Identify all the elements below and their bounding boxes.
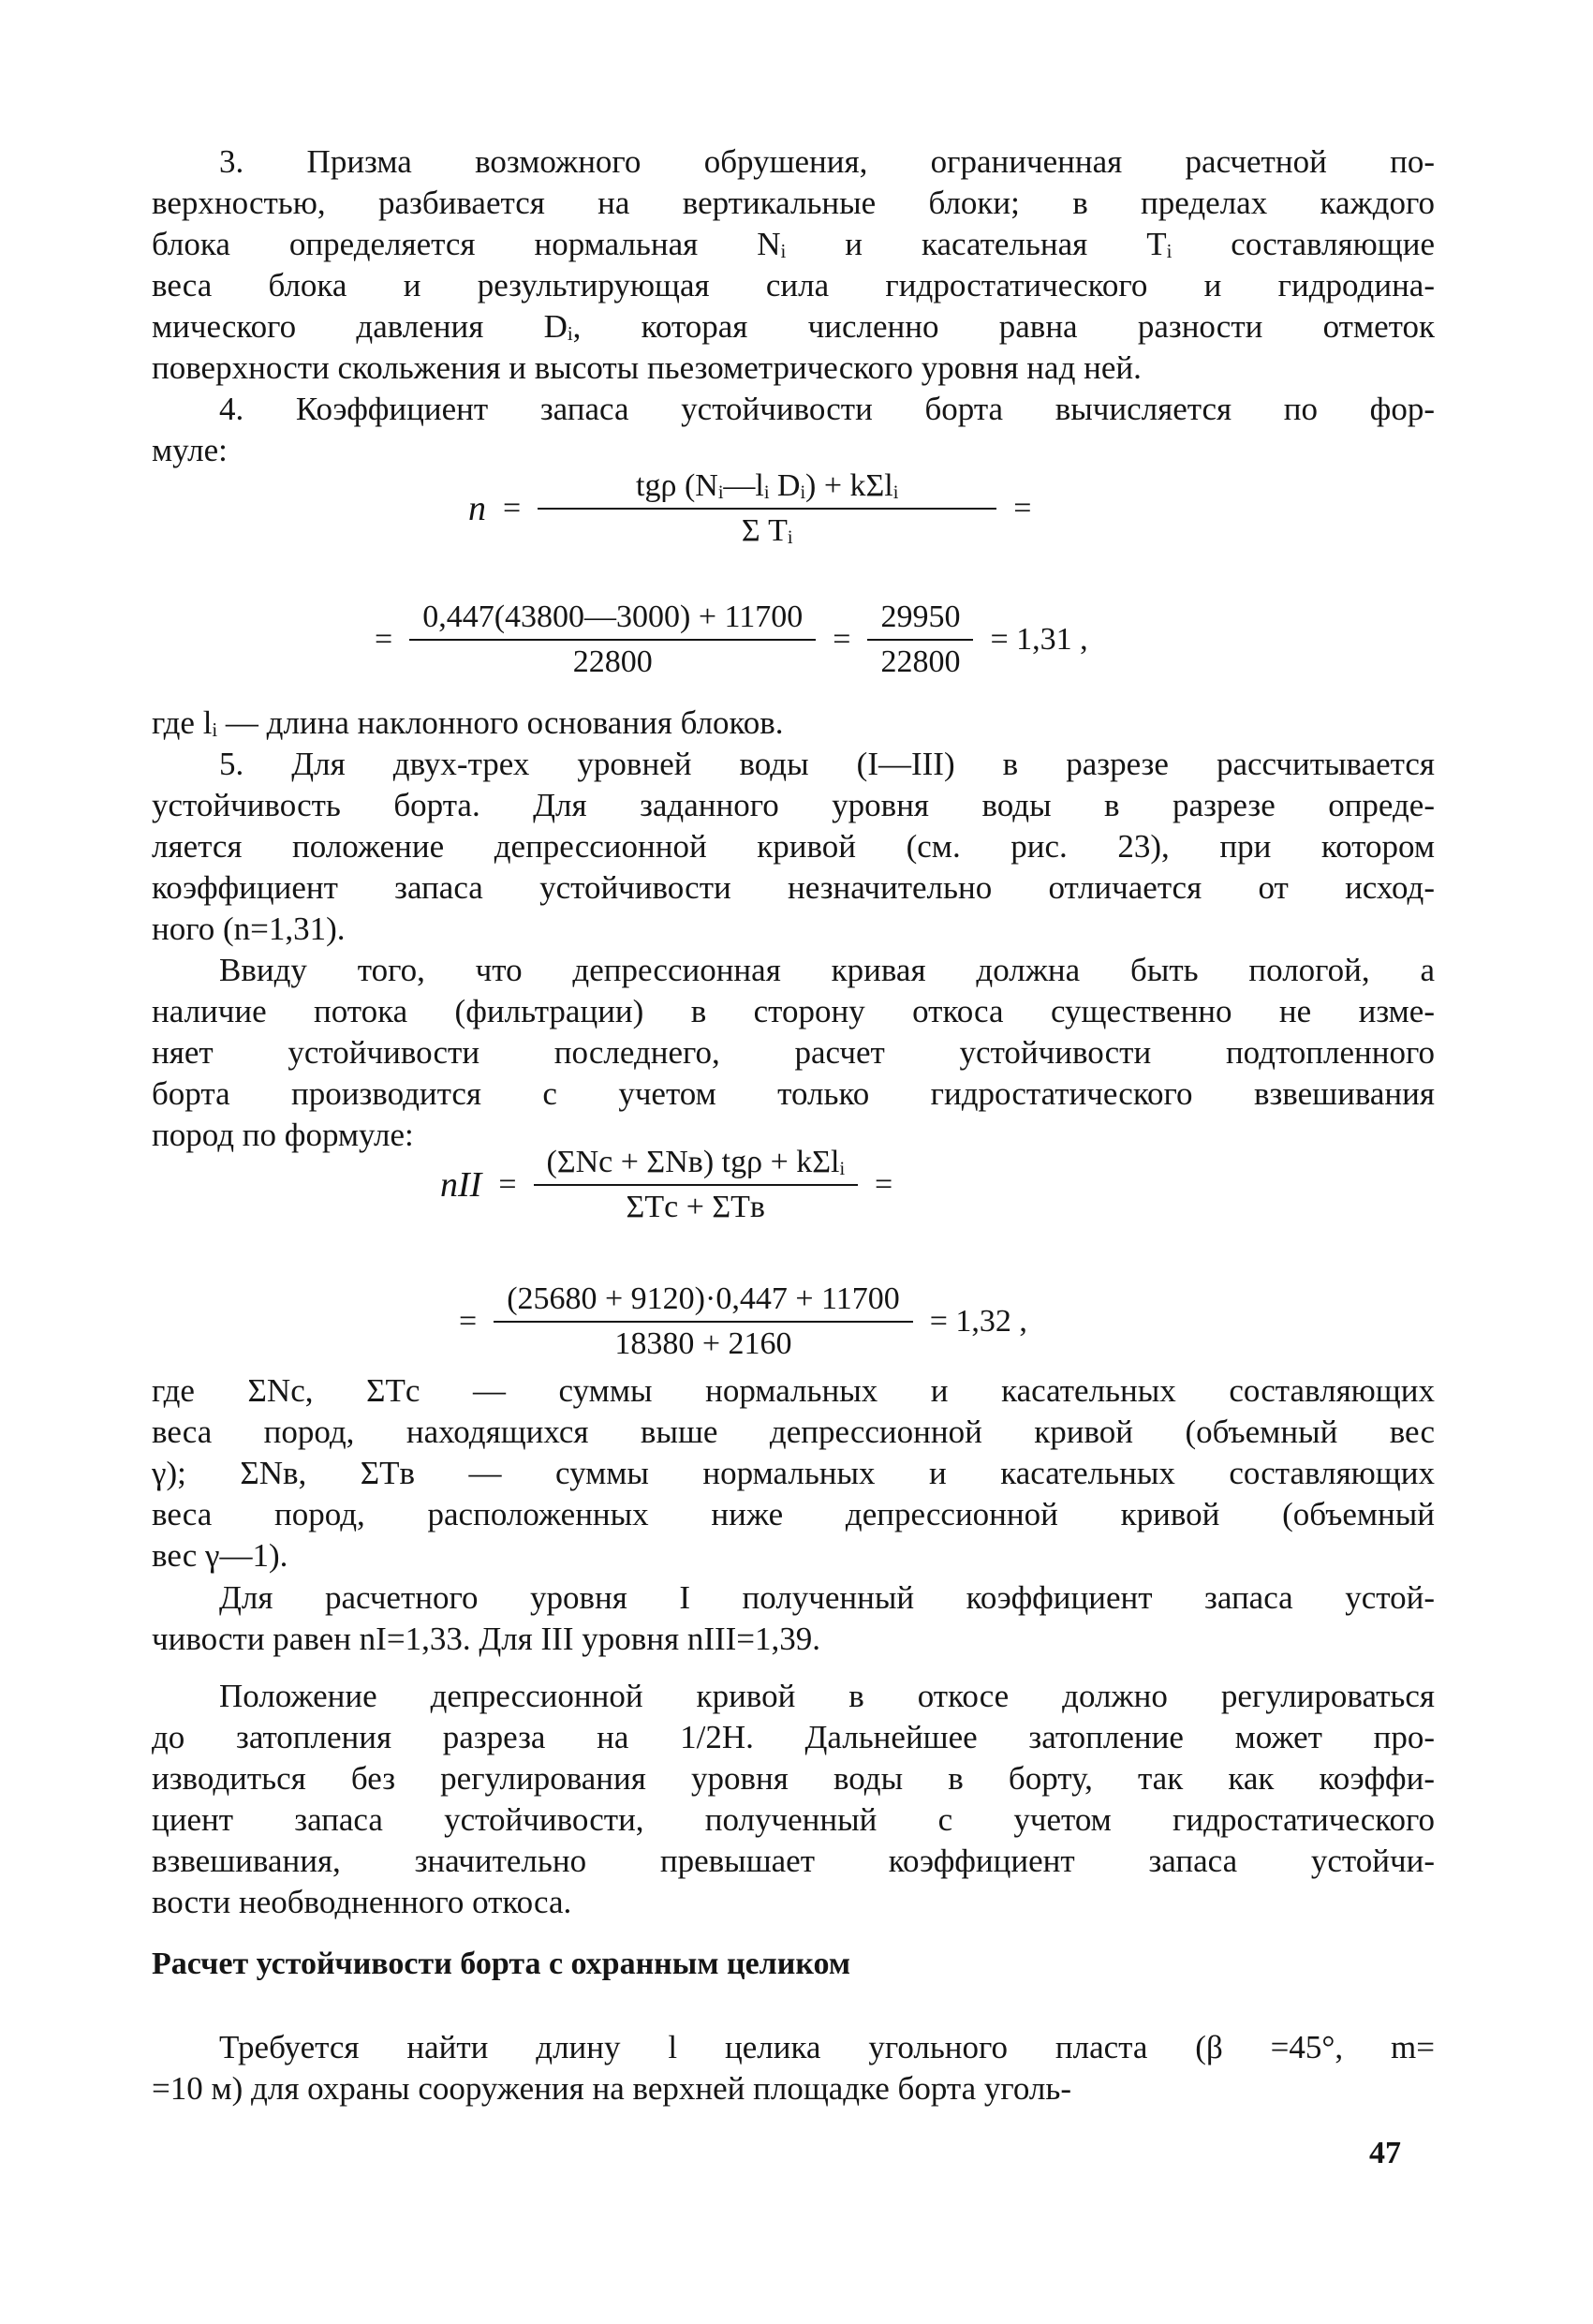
text-line: борта производится с учетом только гидростатического взвешивания [152,1075,1435,1112]
fraction [494,1281,913,1362]
denominator: 22800 [867,639,973,680]
fraction [534,1145,859,1225]
paragraph-vvidu [152,950,1435,1156]
text-line: верхностью, разбивается на вертикальные блоки; в пределах каждого [152,185,1435,221]
text-line: изводиться без регулирования уровня воды в борту, так как коэффи- [152,1760,1435,1797]
paragraph-5 [152,744,1435,950]
text-line: няет устойчивости последнего, расчет устойчивости подтопленного [152,1034,1435,1071]
paragraph-dlya [152,1577,1435,1660]
text-line: веса блока и результирующая сила гидростатического и гидродина- [152,267,1435,303]
text-line: мического давления Dᵢ, которая численно равна разности отметок [152,308,1435,345]
equals: = [875,1167,893,1202]
formula-n2-values [459,1281,1027,1362]
fraction [409,600,816,680]
text-line: Ввиду того, что депрессионная кривая должна быть пологой, а [219,952,1435,988]
paragraph-trebuetsya [152,2027,1435,2109]
paragraph-4 [152,389,1435,471]
equals: = [375,622,393,657]
formula-n [468,468,1031,549]
equals: = [833,622,851,657]
numerator: 0,447(43800—3000) + 11700 [422,600,804,634]
text-line: Положение депрессионной кривой в откосе должно регулироваться [219,1678,1435,1714]
fraction [867,600,973,680]
paragraph-li [152,703,1435,744]
text-line: 3. Призма возможного обрушения, ограниченная расчетной по- [219,143,1435,180]
paragraph-3 [152,141,1435,389]
text-line: устойчивость борта. Для заданного уровня воды в разрезе опреде- [152,787,1435,823]
text-line: до затопления разреза на 1/2H. Дальнейшее затопление может про- [152,1719,1435,1755]
text-line: где lᵢ — длина наклонного основания блоков. [152,704,784,741]
text-line: коэффициент запаса устойчивости незначительно отличается от исход- [152,869,1435,906]
text-line: циент запаса устойчивости, полученный с учетом гидростатического [152,1801,1435,1838]
text-line: где ΣNс, ΣTс — суммы нормальных и касательных составляющих [152,1372,1435,1409]
text-line: муле: [152,432,228,468]
formula-lhs: n [468,489,486,528]
text-line: Для расчетного уровня I полученный коэффициент запаса устой- [219,1579,1435,1616]
text-line: γ); ΣNв, ΣTв — суммы нормальных и касательных составляющих [152,1455,1435,1491]
text-line: вес γ—1). [152,1537,288,1574]
equals: = [459,1304,478,1339]
text-line: 5. Для двух-трех уровней воды (I—III) в разрезе рассчитывается [219,746,1435,782]
text-line: веса пород, находящихся выше депрессионной кривой (объемный вес [152,1414,1435,1450]
formula-lhs: nII [440,1165,482,1205]
text-line: 4. Коэффициент запаса устойчивости борта вычисляется по фор- [219,391,1435,427]
numerator: tgρ (Nᵢ—lᵢ Dᵢ) + kΣlᵢ [636,468,899,503]
numerator: (25680 + 9120)·0,447 + 11700 [507,1281,900,1316]
text-line: блока определяется нормальная Nᵢ и касательная Tᵢ составляющие [152,226,1435,262]
section-heading: Расчет устойчивости борта с охранным целиком [152,1947,850,1981]
text-line: поверхности скольжения и высоты пьезометрического уровня над ней. [152,349,1142,386]
numerator: (ΣNс + ΣNв) tgρ + kΣlᵢ [546,1145,846,1179]
denominator: Σ Tᵢ [538,508,996,549]
formula-n-values [375,600,1088,680]
equals: = [1013,491,1032,525]
denominator: 18380 + 2160 [494,1321,913,1362]
text-line: наличие потока (фильтрации) в сторону откоса существенно не изме- [152,993,1435,1029]
equals: = [503,491,522,525]
denominator: 22800 [409,639,816,680]
text-line: =10 м) для охраны сооружения на верхней площадке борта уголь- [152,2070,1071,2107]
numerator: 29950 [880,600,961,634]
equals: = [498,1167,517,1202]
text-line: пород по формуле: [152,1117,414,1153]
text-line: вости необводненного откоса. [152,1884,572,1920]
paragraph-gde [152,1370,1435,1576]
page-number: 47 [1369,2136,1401,2170]
text-line: Требуется найти длину l целика угольного пласта (β =45°, m= [219,2029,1435,2065]
denominator: ΣTс + ΣTв [534,1184,859,1225]
text-line: чивости равен nI=1,33. Для III уровня nIII=1,39. [152,1621,821,1657]
text-line: ляется положение депрессионной кривой (см. рис. 23), при котором [152,828,1435,865]
text-line: взвешивания, значительно превышает коэффициент запаса устойчи- [152,1843,1435,1879]
formula-n2 [440,1145,892,1225]
text-line: веса пород, расположенных ниже депрессионной кривой (объемный [152,1496,1435,1532]
fraction [538,468,996,549]
result: = 1,31 , [990,622,1088,657]
paragraph-polozhenie [152,1676,1435,1923]
result: = 1,32 , [929,1304,1027,1339]
text-line: ного (n=1,31). [152,910,346,947]
